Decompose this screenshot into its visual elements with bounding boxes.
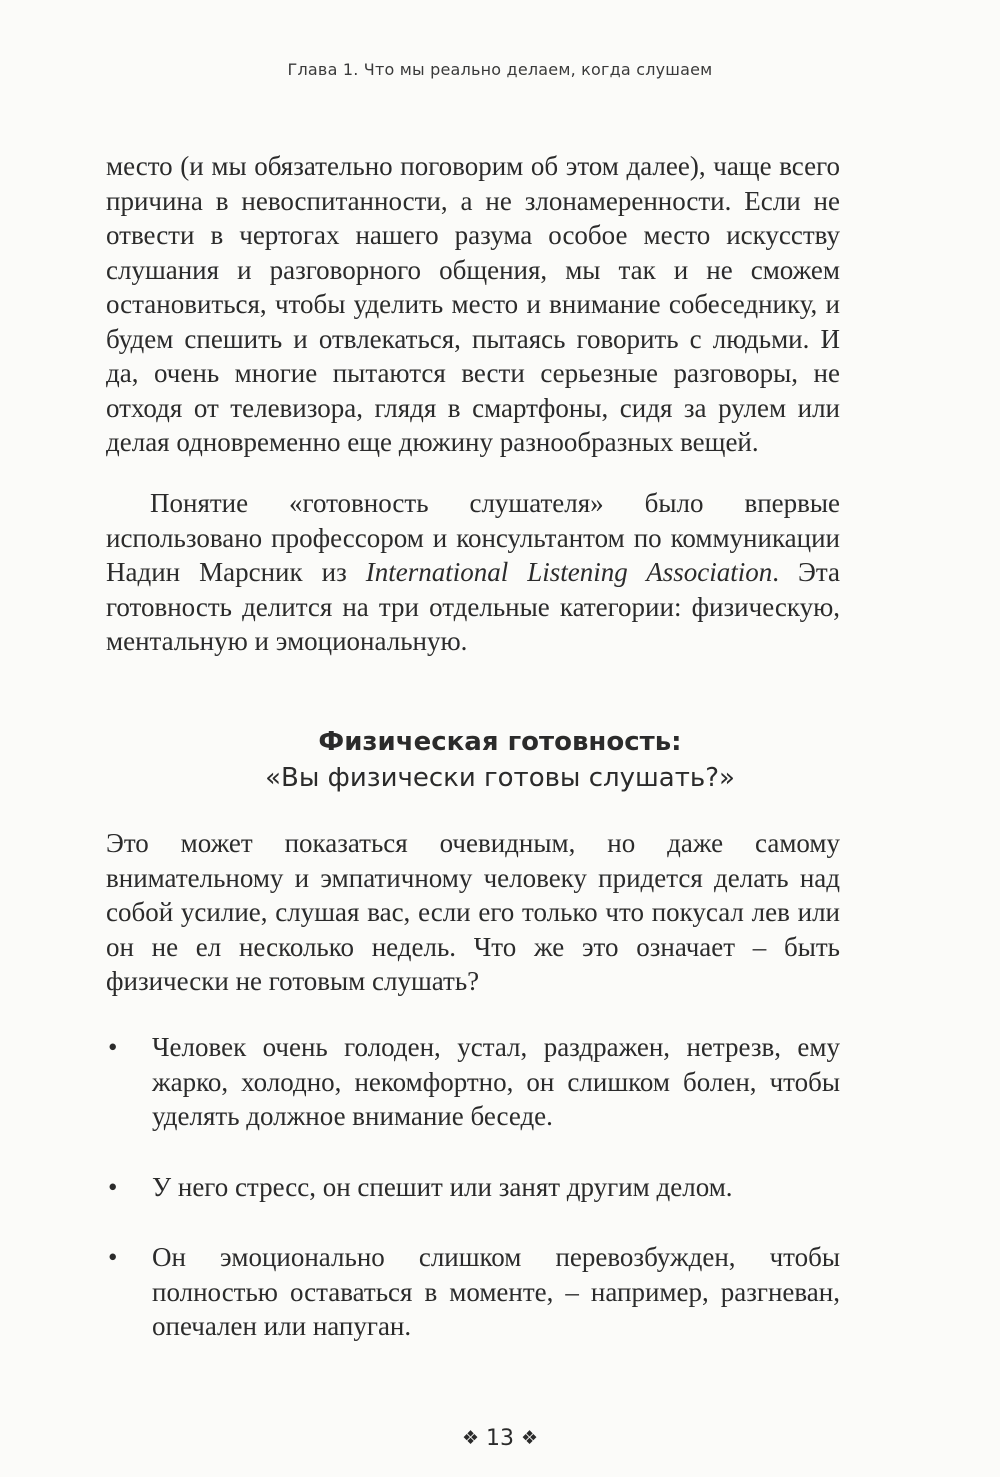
bullet-mark: •: [108, 1032, 118, 1062]
page-folio: [0, 1426, 1000, 1451]
list-item-text: Человек очень голоден, устал, раздражен, нетрезв, ему жарко, холодно, некомфортно, он слишком болен, чтобы уделять должное внимание беседе.: [152, 1032, 840, 1131]
list-item-text: У него стресс, он спешит или занят другим делом.: [152, 1171, 733, 1202]
bullet-mark: •: [108, 1171, 118, 1202]
list-item-text: Он эмоционально слишком перевозбужден, чтобы полностью оставаться в моменте, – например, разгневан, опечален или напуган.: [152, 1242, 840, 1341]
list-item: [106, 1170, 840, 1205]
ornament-left-icon: ❖: [461, 1427, 479, 1449]
paragraph-2-text-b: . Эта готовность делится на три отдельные категории: физическую, ментальную и эмоциональную.: [106, 557, 840, 656]
paragraph-2-italic-org: International Listening Association: [365, 557, 773, 587]
paragraph-2-text-a: Понятие «готовность слушателя» было впервые использовано профессором и консультантом по коммуникации Надин Марсник из: [106, 488, 840, 587]
section-heading-title: Физическая готовность:: [318, 727, 682, 757]
bullet-mark: •: [108, 1242, 118, 1272]
paragraph-1: место (и мы обязательно поговорим об этом далее), чаще всего причина в невоспитанности, а не злонамеренности. Если не отвести в чертогах нашего разума особое место искусству слушания и разговорного общения, мы так и не сможем остановиться, чтобы уделить место и внимание собеседнику, и будем спешить и отвлекаться, пытаясь говорить с людьми. И да, очень многие пытаются вести серьезные разговоры, не отходя от телевизора, глядя в смартфоны, сидя за рулем или делая одновременно еще дюжину разнообразных вещей.: [106, 151, 840, 457]
paragraph-3: Это может показаться очевидным, но даже самому внимательному и эмпатичному человеку придется делать над собой усилие, слушая вас, если его только что покусал лев или он не ел несколько недель. Что же это означает – быть физически не готовым слушать?: [106, 828, 840, 996]
section-heading: [0, 724, 1000, 796]
page-number: 13: [486, 1426, 514, 1451]
paragraph-2: [106, 486, 840, 659]
ornament-right-icon: ❖: [521, 1427, 539, 1449]
running-head: Глава 1. Что мы реально делаем, когда слушаем: [287, 60, 713, 79]
bullet-list: [106, 1030, 840, 1380]
list-item: [106, 1030, 840, 1134]
list-item: [106, 1240, 840, 1344]
section-heading-subtitle: «Вы физически готовы слушать?»: [265, 763, 735, 793]
